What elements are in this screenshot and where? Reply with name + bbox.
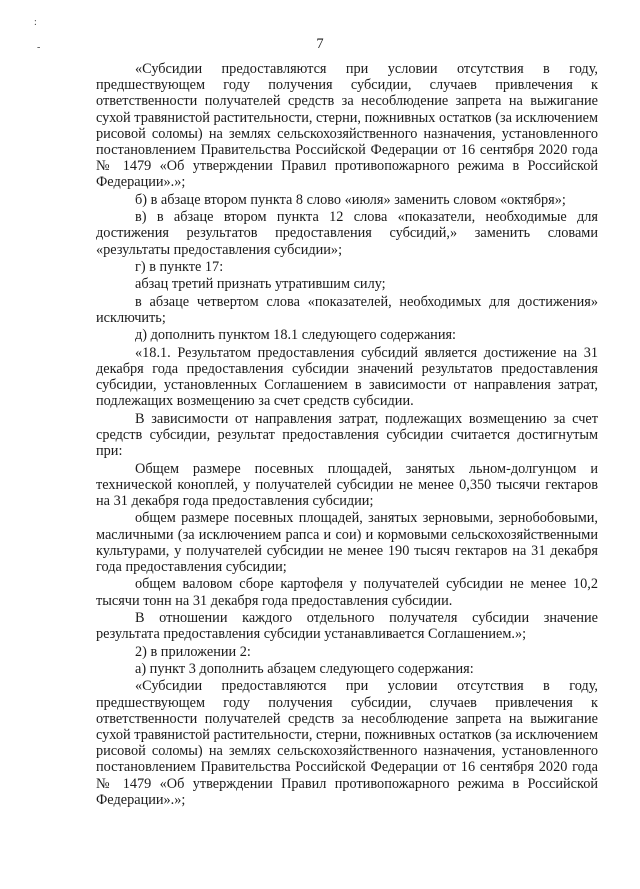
paragraph: абзац третий признать утратившим силу;	[135, 276, 386, 293]
paragraph: «18.1. Результатом предоставления субсидий является достижение на 31 декабря года предоставления субсидии значений результатов предоставления субсидии, установленных Соглашением в зависимости от направления затрат, подлежащих возмещению за счет средств субсидии.	[96, 344, 598, 410]
paragraph: В зависимости от направления затрат, подлежащих возмещению за счет средств субсидии, результат предоставления субсидии считается достигнутым при:	[96, 410, 598, 460]
paragraph: общем размере посевных площадей, занятых зерновыми, зернобобовыми, масличными (за исключением рапса и сои) и кормовыми сельскохозяйственными культурами, у получателей субсидии не менее 190 тысяч гектаров на 31 декабря года предоставления субсидии;	[96, 510, 598, 575]
paragraph: 2) в приложении 2:	[135, 643, 251, 660]
scan-mark-dash: -	[37, 42, 41, 53]
paragraph: в абзаце четвертом слова «показателей, необходимых для достижения» исключить;	[96, 293, 598, 326]
paragraph: «Субсидии предоставляются при условии отсутствия в году, предшествующем году получения субсидии, случаев привлечения к ответственности получателей средств за несоблюдение запрета на выжигание сухой травянистой растительности, стерни, пожнивных остатков (за исключением рисовой соломы) на землях сельскохозяйственного назначения, установленного постановлением Правительства Российской Федерации от 16 сентября 2020 года № 1479 «Об утверждении Правил противопожарного режима в Российской Федерации».»;	[96, 61, 598, 191]
paragraph: а) пункт 3 дополнить абзацем следующего содержания:	[135, 660, 474, 677]
paragraph: д) дополнить пунктом 18.1 следующего содержания:	[135, 327, 457, 344]
paragraph: В отношении каждого отдельного получателя субсидии значение результата предоставления субсидии устанавливается Соглашением.»;	[96, 609, 598, 643]
page-number: 7	[316, 36, 324, 52]
paragraph: б) в абзаце втором пункта 8 слово «июля» заменить словом «октября»;	[135, 191, 566, 208]
paragraph: «Субсидии предоставляются при условии отсутствия в году, предшествующем году получения субсидии, случаев привлечения к ответственности получателей средств за несоблюдение запрета на выжигание сухой травянистой растительности, стерни, пожнивных остатков (за исключением рисовой соломы) на землях сельскохозяйственного назначения, установленного постановлением Правительства Российской Федерации от 16 сентября 2020 года № 1479 «Об утверждении Правил противопожарного режима в Российской Федерации».»;	[96, 678, 598, 808]
document-body	[96, 61, 598, 809]
paragraph: в) в абзаце втором пункта 12 слова «показатели, необходимые для достижения результатов предоставления субсидий,» заменить словами «результаты предоставления субсидии»;	[96, 209, 598, 258]
paragraph: Общем размере посевных площадей, занятых льном-долгунцом и технической коноплей, у получателей субсидии не менее 0,350 тысячи гектаров на 31 декабря года предоставления субсидии;	[96, 460, 598, 509]
paragraph: общем валовом сборе картофеля у получателей субсидии не менее 10,2 тысячи тонн на 31 декабря года предоставления субсидии.	[96, 576, 598, 609]
paragraph: г) в пункте 17:	[135, 259, 224, 275]
scan-mark-colon: :	[34, 17, 37, 28]
